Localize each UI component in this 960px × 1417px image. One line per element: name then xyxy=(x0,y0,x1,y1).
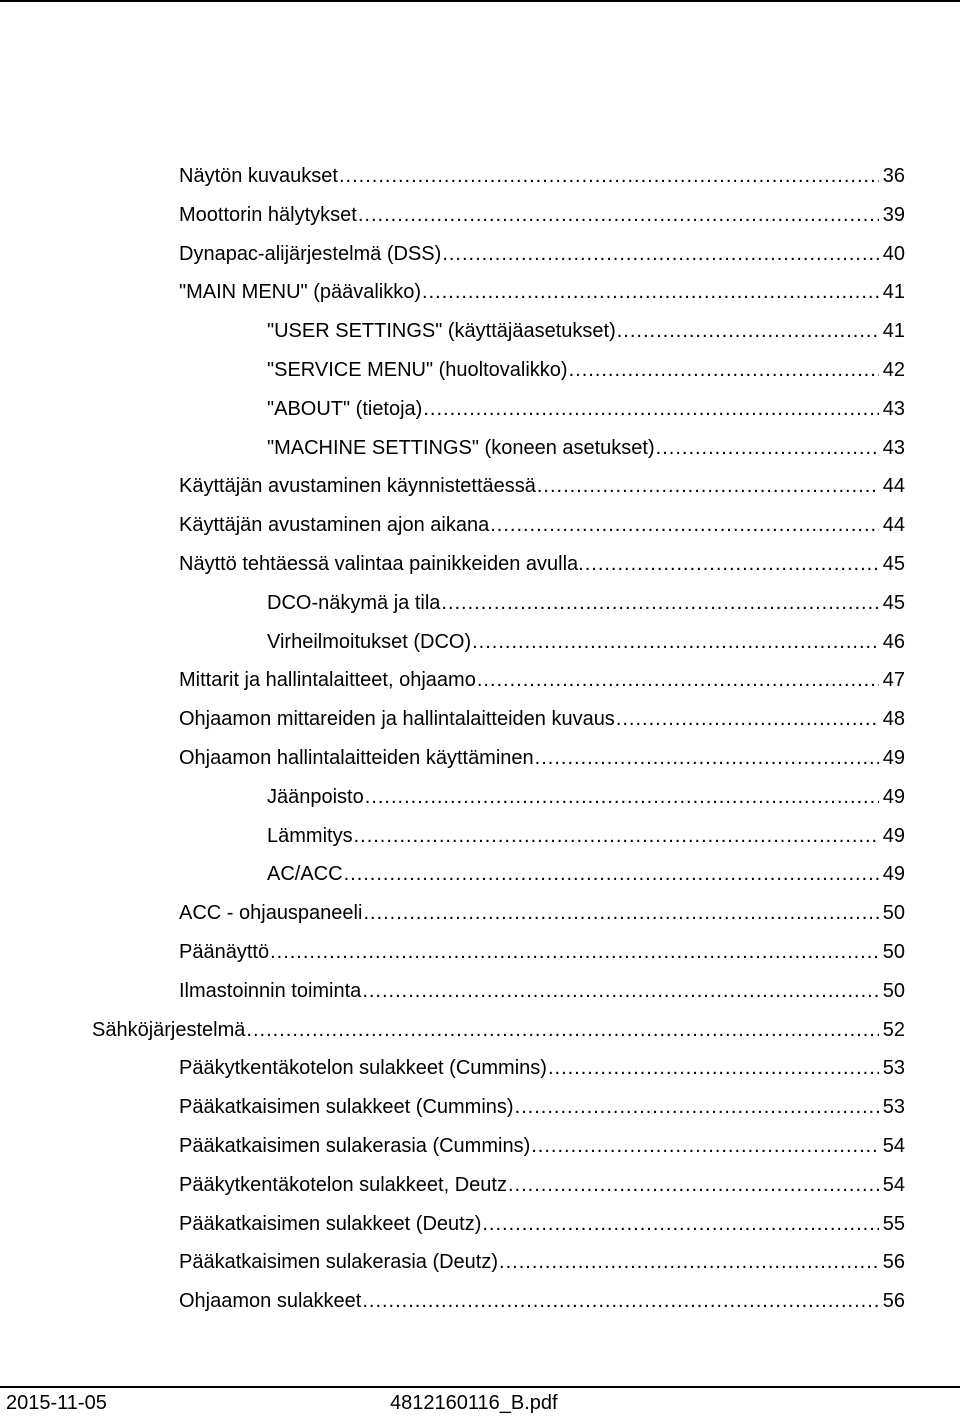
toc-entry[interactable] xyxy=(179,273,905,312)
toc-entry-title: Pääkatkaisimen sulakerasia (Deutz) xyxy=(179,1251,499,1273)
toc-entry-page: 56 xyxy=(882,1290,905,1312)
toc-entry[interactable] xyxy=(92,1011,905,1050)
toc-leader-dots xyxy=(270,933,879,972)
footer-rule xyxy=(0,1386,960,1388)
toc-entry[interactable] xyxy=(179,972,905,1011)
toc-entry-page: 49 xyxy=(882,786,905,808)
toc-entry[interactable] xyxy=(179,1088,905,1127)
toc-entry-title: Päänäyttö xyxy=(179,941,270,963)
toc-entry-title: Sähköjärjestelmä xyxy=(92,1019,246,1041)
toc-leader-dots xyxy=(442,235,878,274)
toc-entry[interactable] xyxy=(267,623,905,662)
toc-leader-dots xyxy=(616,700,879,739)
toc-entry[interactable] xyxy=(179,467,905,506)
toc-entry[interactable] xyxy=(179,1243,905,1282)
toc-entry-page: 44 xyxy=(882,514,905,536)
toc-entry-title: Moottorin hälytykset xyxy=(179,204,357,226)
toc-entry-page: 49 xyxy=(882,747,905,769)
toc-entry-page: 54 xyxy=(882,1135,905,1157)
toc-entry-page: 43 xyxy=(882,398,905,420)
toc-entry[interactable] xyxy=(267,584,905,623)
toc-entry-page: 45 xyxy=(882,592,905,614)
toc-entry-title: "ABOUT" (tietoja) xyxy=(267,398,423,420)
footer-date: 2015-11-05 xyxy=(6,1392,107,1414)
toc-entry-page: 39 xyxy=(882,204,905,226)
toc-entry[interactable] xyxy=(179,1166,905,1205)
toc-entry[interactable] xyxy=(179,739,905,778)
toc-leader-dots xyxy=(441,584,878,623)
toc-leader-dots xyxy=(246,1011,878,1050)
toc-entry[interactable] xyxy=(179,506,905,545)
toc-entry[interactable] xyxy=(179,545,905,584)
toc-entry[interactable] xyxy=(179,235,905,274)
toc-entry-page: 53 xyxy=(882,1057,905,1079)
toc-entry-title: Ohjaamon sulakkeet xyxy=(179,1290,362,1312)
toc-entry-title: Näytön kuvaukset xyxy=(179,165,338,187)
toc-entry[interactable] xyxy=(179,157,905,196)
toc-leader-dots xyxy=(585,545,879,584)
toc-entry-title: Lämmitys xyxy=(267,825,353,847)
toc-entry[interactable] xyxy=(267,855,905,894)
toc-entry-title: ACC - ohjauspaneeli xyxy=(179,902,363,924)
toc-entry-page: 54 xyxy=(882,1174,905,1196)
toc-entry-title: Käyttäjän avustaminen ajon aikana xyxy=(179,514,490,536)
toc-entry-page: 50 xyxy=(882,941,905,963)
toc-entry[interactable] xyxy=(179,196,905,235)
toc-entry[interactable] xyxy=(267,778,905,817)
toc-leader-dots xyxy=(490,506,879,545)
toc-leader-dots xyxy=(362,972,878,1011)
toc-leader-dots xyxy=(537,467,879,506)
toc-entry-title: Pääkatkaisimen sulakkeet (Deutz) xyxy=(179,1213,482,1235)
toc-leader-dots xyxy=(358,196,879,235)
toc-leader-dots xyxy=(354,817,879,856)
toc-leader-dots xyxy=(363,894,878,933)
toc-leader-dots xyxy=(365,778,879,817)
toc-entry[interactable] xyxy=(179,1205,905,1244)
toc-entry-page: 48 xyxy=(882,708,905,730)
toc-entry[interactable] xyxy=(179,700,905,739)
toc-leader-dots xyxy=(339,157,879,196)
toc-entry-page: 50 xyxy=(882,902,905,924)
toc-entry[interactable] xyxy=(179,661,905,700)
toc-entry-page: 55 xyxy=(882,1213,905,1235)
toc-entry-page: 40 xyxy=(882,243,905,265)
toc-entry-title: DCO-näkymä ja tila xyxy=(267,592,441,614)
toc-entry-title: Virheilmoitukset (DCO) xyxy=(267,631,472,653)
toc-leader-dots xyxy=(535,739,879,778)
toc-entry-page: 43 xyxy=(882,437,905,459)
toc-leader-dots xyxy=(515,1088,879,1127)
toc-entry-title: Näyttö tehtäessä valintaa painikkeiden avulla. xyxy=(179,553,584,575)
toc-entry-page: 41 xyxy=(882,320,905,342)
toc-entry-page: 47 xyxy=(882,669,905,691)
toc-entry-title: AC/ACC xyxy=(267,863,343,885)
toc-entry-title: Pääkatkaisimen sulakerasia (Cummins) xyxy=(179,1135,531,1157)
top-rule xyxy=(0,0,960,2)
toc-leader-dots xyxy=(499,1243,879,1282)
toc-entry-title: Dynapac-alijärjestelmä (DSS) xyxy=(179,243,442,265)
toc-leader-dots xyxy=(423,390,878,429)
toc-leader-dots xyxy=(472,623,879,662)
toc-entry-page: 56 xyxy=(882,1251,905,1273)
toc-entry-page: 49 xyxy=(882,863,905,885)
toc-leader-dots xyxy=(344,855,879,894)
toc-entry-title: "USER SETTINGS" (käyttäjäasetukset) xyxy=(267,320,616,342)
toc-leader-dots xyxy=(656,429,879,468)
toc-entry-title: Käyttäjän avustaminen käynnistettäessä xyxy=(179,475,536,497)
toc-entry-page: 36 xyxy=(882,165,905,187)
toc-leader-dots xyxy=(482,1205,878,1244)
toc-entry[interactable] xyxy=(267,817,905,856)
toc-entry[interactable] xyxy=(267,429,905,468)
toc-entry-title: "SERVICE MENU" (huoltovalikko) xyxy=(267,359,568,381)
toc-entry-page: 45 xyxy=(882,553,905,575)
toc-entry-title: "MAIN MENU" (päävalikko) xyxy=(179,281,422,303)
toc-entry-title: Mittarit ja hallintalaitteet, ohjaamo xyxy=(179,669,476,691)
toc-leader-dots xyxy=(477,661,879,700)
toc-leader-dots xyxy=(422,273,879,312)
toc-entry-page: 44 xyxy=(882,475,905,497)
toc-entry-title: Jäänpoisto xyxy=(267,786,364,808)
toc-entry-title: Pääkytkentäkotelon sulakkeet, Deutz xyxy=(179,1174,507,1196)
toc-entry-page: 46 xyxy=(882,631,905,653)
toc-entry[interactable] xyxy=(179,1049,905,1088)
toc-leader-dots xyxy=(362,1282,878,1321)
toc-entry-page: 42 xyxy=(882,359,905,381)
toc-entry[interactable] xyxy=(179,894,905,933)
toc-entry-title: Pääkatkaisimen sulakkeet (Cummins) xyxy=(179,1096,514,1118)
toc-leader-dots xyxy=(569,351,879,390)
toc-leader-dots xyxy=(508,1166,879,1205)
footer-filename: 4812160116_B.pdf xyxy=(390,1392,558,1414)
toc-leader-dots xyxy=(531,1127,879,1166)
toc-entry-title: Ohjaamon hallintalaitteiden käyttäminen xyxy=(179,747,534,769)
toc-entry[interactable] xyxy=(179,1282,905,1321)
toc-entry-page: 49 xyxy=(882,825,905,847)
toc-entry-title: Ilmastoinnin toiminta xyxy=(179,980,362,1002)
toc-entry-page: 52 xyxy=(882,1019,905,1041)
toc-leader-dots xyxy=(617,312,879,351)
toc-leader-dots xyxy=(548,1049,879,1088)
toc-entry-title: "MACHINE SETTINGS" (koneen asetukset) xyxy=(267,437,655,459)
toc-entry-page: 41 xyxy=(882,281,905,303)
toc-entry-page: 50 xyxy=(882,980,905,1002)
toc-entry[interactable] xyxy=(179,933,905,972)
toc-entry[interactable] xyxy=(267,351,905,390)
toc-entry-title: Ohjaamon mittareiden ja hallintalaitteiden kuvaus xyxy=(179,708,615,730)
toc-entry-title: Pääkytkentäkotelon sulakkeet (Cummins) xyxy=(179,1057,547,1079)
toc-entry[interactable] xyxy=(267,390,905,429)
toc-entry-page: 53 xyxy=(882,1096,905,1118)
toc-entry[interactable] xyxy=(179,1127,905,1166)
toc-entry[interactable] xyxy=(267,312,905,351)
